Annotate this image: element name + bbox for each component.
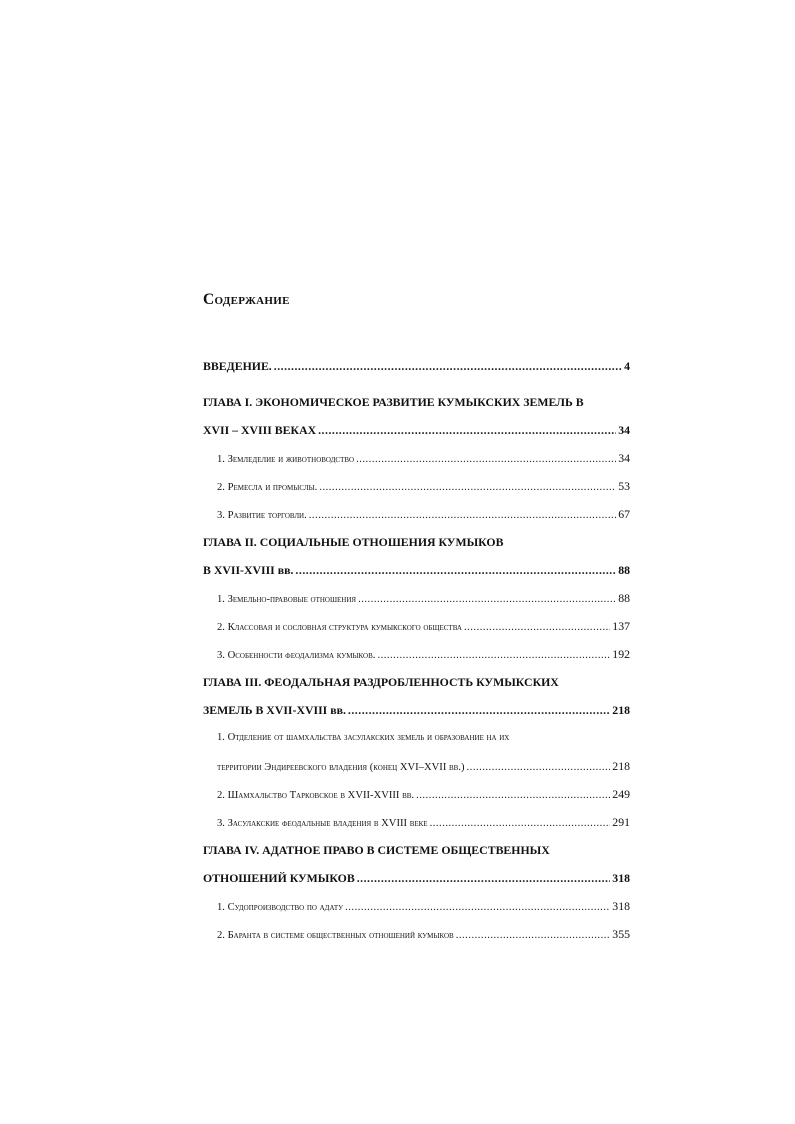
toc-entry-section[interactable] xyxy=(203,640,630,668)
table-of-contents xyxy=(203,288,630,948)
entry-page: 88 xyxy=(618,591,630,605)
toc-entry-section[interactable] xyxy=(203,584,630,612)
entry-page: 34 xyxy=(618,423,630,437)
toc-entry-section[interactable] xyxy=(203,612,630,640)
entry-label: 2. Классовая и сословная структура кумыкского общества xyxy=(217,622,462,633)
toc-entry-chapter-4[interactable] xyxy=(203,864,630,892)
entry-page: 34 xyxy=(618,451,630,465)
dot-leader xyxy=(464,614,610,642)
entry-label: 1. Земельно-правовые отношения xyxy=(217,594,357,605)
dot-leader xyxy=(377,642,610,670)
dot-leader xyxy=(318,416,616,444)
entry-page: 249 xyxy=(612,787,630,801)
entry-page: 318 xyxy=(612,871,630,885)
entry-label: ОТНОШЕНИЙ КУМЫКОВ xyxy=(203,871,355,885)
dot-leader xyxy=(309,502,616,530)
toc-entry-section[interactable] xyxy=(203,808,630,836)
entry-label: 3. Развитие торговли. xyxy=(217,510,307,521)
dot-leader xyxy=(357,864,611,892)
entry-label: 2. Шамхальство Тарковское в XVII-XVIII вв. xyxy=(217,790,415,801)
entry-label: ЗЕМЕЛЬ В XVII-XVIII вв. xyxy=(203,703,346,717)
toc-title: Содержание xyxy=(203,291,290,308)
entry-label: XVII – XVIII ВЕКАХ xyxy=(203,423,317,437)
entry-page: 192 xyxy=(612,647,630,661)
entry-page: 355 xyxy=(612,927,630,941)
entry-label: ВВЕДЕНИЕ. xyxy=(203,359,272,373)
dot-leader xyxy=(456,922,611,950)
toc-entry-section[interactable] xyxy=(203,892,630,920)
entry-label: 1. Земледелие и животноводство xyxy=(217,454,355,465)
entry-page: 53 xyxy=(618,479,630,493)
chapter-heading: ГЛАВА IV. АДАТНОЕ ПРАВО В СИСТЕМЕ ОБЩЕСТВЕННЫХ xyxy=(203,843,550,857)
chapter-heading: ГЛАВА III. ФЕОДАЛЬНАЯ РАЗДРОБЛЕННОСТЬ КУМЫКСКИХ xyxy=(203,675,559,689)
dot-leader xyxy=(358,586,616,614)
toc-entry-section[interactable] xyxy=(203,444,630,472)
dot-leader xyxy=(467,754,611,782)
toc-entry-intro[interactable] xyxy=(203,352,630,380)
dot-leader xyxy=(345,894,610,922)
toc-entry-section[interactable] xyxy=(203,752,630,780)
section-heading-line: 1. Отделение от шамхальства засулакских земель и образование на их xyxy=(217,732,510,743)
entry-label: 1. Судопроизводство по адату xyxy=(217,902,344,913)
entry-label: территории Эндиреевского владения (конец XVI–XVII вв.) xyxy=(217,762,465,773)
entry-page: 291 xyxy=(612,815,630,829)
dot-leader xyxy=(348,696,610,724)
entry-page: 88 xyxy=(618,563,630,577)
dot-leader xyxy=(274,352,622,380)
toc-entry-chapter-3[interactable] xyxy=(203,696,630,724)
dot-leader xyxy=(319,474,616,502)
entry-label: 2. Баранта в системе общественных отношений кумыков xyxy=(217,930,454,941)
chapter-heading: ГЛАВА II. СОЦИАЛЬНЫЕ ОТНОШЕНИЯ КУМЫКОВ xyxy=(203,535,504,549)
dot-leader xyxy=(416,782,610,810)
toc-entry-section[interactable] xyxy=(203,500,630,528)
dot-leader xyxy=(295,556,616,584)
dot-leader xyxy=(356,446,616,474)
toc-entry-section[interactable] xyxy=(203,472,630,500)
entry-label: 2. Ремесла и промыслы. xyxy=(217,482,318,493)
toc-entry-chapter-1[interactable] xyxy=(203,416,630,444)
entry-label: В XVII-XVIII вв. xyxy=(203,563,294,577)
entry-page: 218 xyxy=(612,703,630,717)
dot-leader xyxy=(430,810,611,838)
toc-entry-chapter-2[interactable] xyxy=(203,556,630,584)
entry-page: 218 xyxy=(612,759,630,773)
entry-page: 318 xyxy=(612,899,630,913)
toc-entry-section[interactable] xyxy=(203,780,630,808)
chapter-heading: ГЛАВА I. ЭКОНОМИЧЕСКОЕ РАЗВИТИЕ КУМЫКСКИХ ЗЕМЕЛЬ В xyxy=(203,395,584,409)
entry-page: 4 xyxy=(624,359,630,373)
entry-page: 67 xyxy=(618,507,630,521)
toc-entry-section[interactable] xyxy=(203,920,630,948)
entry-label: 3. Засулакские феодальные владения в XVIII веке xyxy=(217,818,428,829)
entry-page: 137 xyxy=(612,619,630,633)
entry-label: 3. Особенности феодализма кумыков. xyxy=(217,650,376,661)
